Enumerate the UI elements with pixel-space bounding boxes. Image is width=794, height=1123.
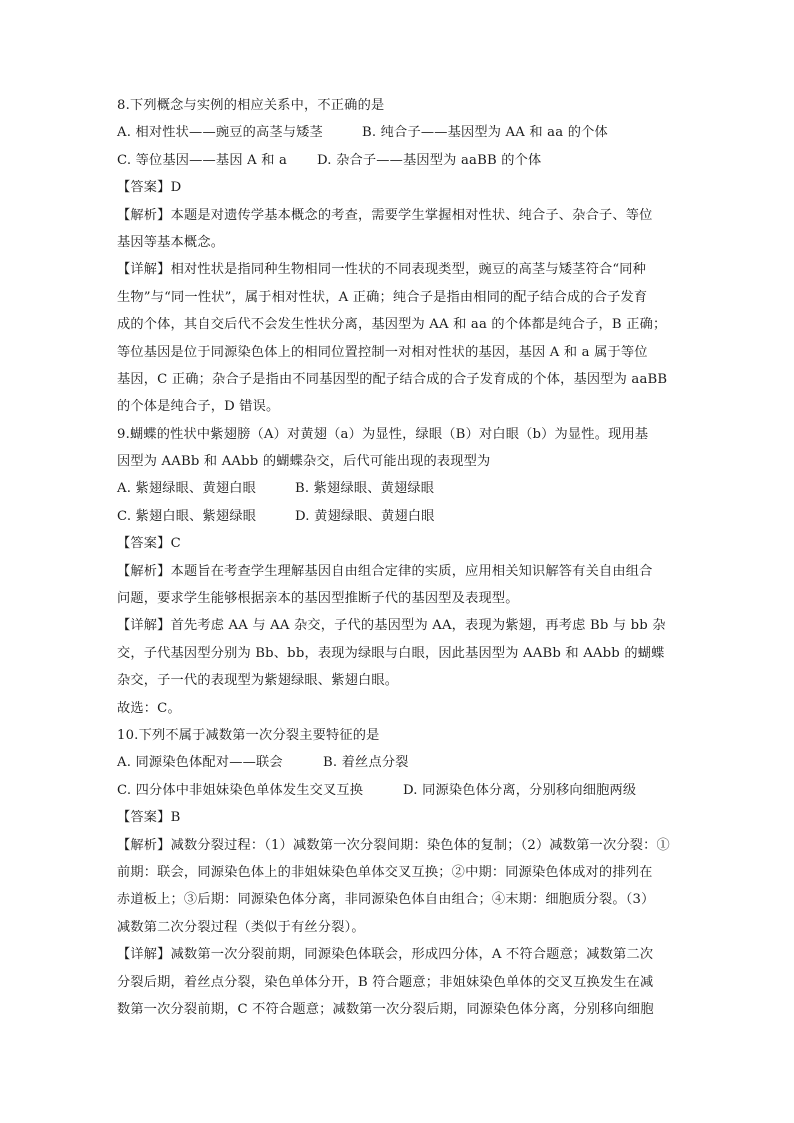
question-9-option-c: C. 紫翅白眼、紫翅绿眼	[117, 508, 257, 524]
question-9-detail-line	[117, 612, 677, 639]
question-9-stem: 9.蝴蝶的性状中紫翅膀（A）对黄翅（a）为显性，绿眼（B）对白眼（b）为显性。现用基	[117, 426, 649, 442]
question-8-option-c: C. 等位基因——基因 A 和 a	[117, 152, 288, 168]
answer-label: 【答案】	[117, 536, 171, 552]
question-9-analysis-line	[117, 558, 677, 585]
question-8-detail-line: 等位基因是位于同源染色体上的相同位置控制一对相对性状的基因，基因 A 和 a 属于等位	[117, 344, 648, 360]
question-9-detail-line: 交，子代基因型分别为 Bb、bb，表现为绿眼与白眼，因此基因型为 AABb 和 AAbb 的蝴蝶	[117, 645, 665, 661]
question-8-stem: 8.下列概念与实例的相应关系中，不正确的是	[117, 98, 385, 113]
detail-label: 【详解】	[117, 947, 171, 963]
question-10-options-row-2	[117, 777, 677, 804]
detail-label: 【详解】	[117, 618, 171, 634]
question-10-stem: 10.下列不属于减数第一次分裂主要特征的是	[117, 727, 380, 743]
question-9-options-row-1	[117, 475, 677, 502]
question-8-options-row-1	[117, 119, 677, 146]
question-10-detail-line: 分裂后期，着丝点分裂，染色单体分开，B 符合题意；非姐妹染色单体的交叉互换发生在减	[117, 974, 654, 990]
document-page	[117, 92, 677, 1023]
question-9-answer	[117, 530, 677, 557]
analysis-text: 本题旨在考查学生理解基因自由组合定律的实质，应用相关知识解答有关自由组合	[170, 563, 653, 579]
question-10-option-a: A. 同源染色体配对——联会	[117, 755, 283, 771]
question-10-analysis-line: 前期：联会，同源染色体上的非姐妹染色单体交叉互换；②中期：同源染色体成对的排列在	[117, 864, 653, 880]
question-9-option-d: D. 黄翅绿眼、黄翅白眼	[295, 508, 435, 524]
question-8-detail-line: 成的个体，其自交后代不会发生性状分离，基因型为 AA 和 aa 的个体都是纯合子，B 正确；	[117, 317, 667, 333]
analysis-text: 减数分裂过程：（1）减数第一次分裂间期：染色体的复制；（2）减数第一次分裂：①	[170, 837, 670, 853]
question-8-options-row-2	[117, 147, 677, 174]
question-10-detail-line: 数第一次分裂前期，C 不符合题意；减数第一次分裂后期，同源染色体分离，分别移向细胞	[117, 1001, 654, 1017]
question-9-options-row-2	[117, 503, 677, 530]
question-10-option-b: B. 着丝点分裂	[323, 755, 409, 771]
question-10-detail-line	[117, 941, 677, 968]
question-10-analysis-line: 减数第二次分裂过程（类似于有丝分裂）。	[117, 919, 365, 935]
analysis-label: 【解析】	[117, 837, 171, 853]
detail-text: 相对性状是指同种生物相同一性状的不同表现类型，豌豆的高茎与矮茎符合“同种	[170, 262, 647, 278]
question-10-options-row-1	[117, 749, 677, 776]
question-8-option-a: A. 相对性状——豌豆的高茎与矮茎	[117, 125, 323, 141]
detail-text: 减数第一次分裂前期，同源染色体联会，形成四分体，A 不符合题意；减数第二次	[170, 947, 654, 963]
question-9-option-a: A. 紫翅绿眼、黄翅白眼	[117, 481, 256, 497]
analysis-text: 本题是对遗传学基本概念的考查，需要学生掌握相对性状、纯合子、杂合子、等位	[170, 207, 653, 223]
question-9-option-b: B. 紫翅绿眼、黄翅绿眼	[295, 481, 435, 497]
answer-value: D	[170, 180, 182, 196]
question-10-analysis-line	[117, 832, 677, 859]
question-8-detail-line: 生物”与“同一性状”，属于相对性状，A 正确；纯合子是指由相同的配子结合成的合子发育	[117, 289, 648, 305]
detail-text: 首先考虑 AA 与 AA 杂交，子代的基因型为 AA，表现为紫翅，再考虑 Bb 与 bb 杂	[170, 618, 666, 634]
question-10-analysis-line: 赤道板上；③后期：同源染色体分离，非同源染色体自由组合；④末期：细胞质分裂。（3）	[117, 892, 655, 908]
question-8-detail-line: 基因，C 正确；杂合子是指由不同基因型的配子结合成的合子发育成的个体，基因型为 aaBB	[117, 371, 668, 387]
question-10-option-d: D. 同源染色体分离，分别移向细胞两级	[403, 782, 637, 798]
detail-label: 【详解】	[117, 262, 171, 278]
answer-value: B	[170, 810, 181, 826]
question-9-stem: 因型为 AABb 和 AAbb 的蝴蝶杂交，后代可能出现的表现型为	[117, 454, 491, 470]
question-9-conclusion: 故选：C。	[117, 700, 181, 716]
question-9-analysis-line: 问题，要求学生能够根据亲本的基因型推断子代的基因型及表现型。	[117, 591, 519, 607]
question-8-detail-line: 的个体是纯合子，D 错误。	[117, 399, 280, 415]
question-8-analysis-line	[117, 202, 677, 229]
question-10-answer	[117, 804, 677, 831]
answer-label: 【答案】	[117, 810, 171, 826]
answer-label: 【答案】	[117, 180, 171, 196]
analysis-label: 【解析】	[117, 563, 171, 579]
question-8-option-b: B. 纯合子——基因型为 AA 和 aa 的个体	[362, 125, 608, 141]
analysis-label: 【解析】	[117, 207, 171, 223]
answer-value: C	[170, 536, 181, 552]
question-8-detail-line	[117, 256, 677, 283]
question-10-option-c: C. 四分体中非姐妹染色单体发生交叉互换	[117, 782, 364, 798]
question-8-analysis-line: 基因等基本概念。	[117, 234, 225, 250]
question-9-detail-line: 杂交，子一代的表现型为紫翅绿眼、紫翅白眼。	[117, 673, 399, 689]
question-8-answer	[117, 174, 677, 201]
question-8-option-d: D. 杂合子——基因型为 aaBB 的个体	[317, 152, 542, 168]
